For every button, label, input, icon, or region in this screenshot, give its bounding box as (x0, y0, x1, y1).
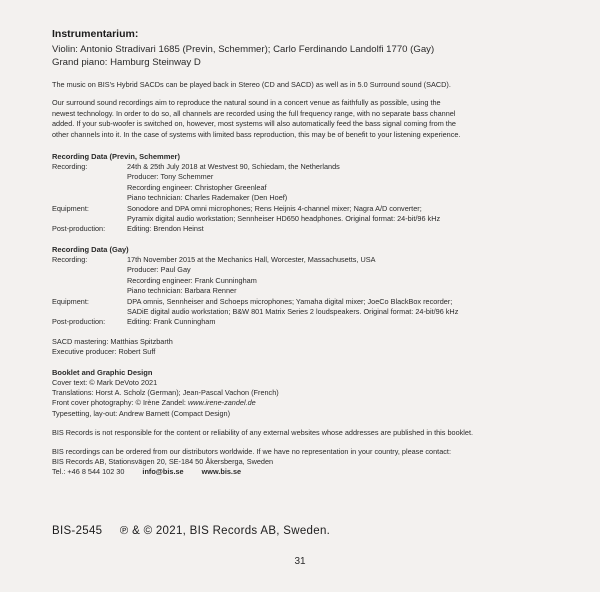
equipment-line: DPA omnis, Sennheiser and Schoeps microphones; Yamaha digital mixer; JoeCo BlackBox recorder; (127, 296, 453, 306)
mastering-block (52, 337, 572, 358)
equipment-line: SADiE digital audio workstation; B&W 801 Matrix Series 2 loudspeakers. Original format: 24-bit/96 kHz (127, 306, 459, 316)
recording-line: Piano technician: Barbara Renner (127, 286, 237, 296)
email-link[interactable]: info@bis.se (142, 467, 184, 477)
recording-line: Recording engineer: Frank Cunningham (127, 275, 257, 285)
intro-line: newest technology. In order to do so, all channels are recorded using the full frequency range, with no separate bass channel (52, 108, 456, 118)
recording-line: 24th & 25th July 2018 at Westvest 90, Schiedam, the Netherlands (127, 162, 340, 172)
phone-number: Tel.: +46 8 544 102 30 (52, 467, 125, 477)
equipment-label: Equipment: (52, 296, 89, 306)
recording1-title: Recording Data (Previn, Schemmer) (52, 152, 180, 162)
recording2-equipment-row (52, 297, 572, 318)
post-value: Editing: Frank Cunningham (127, 317, 216, 327)
photo-credit (52, 398, 572, 408)
equipment-line: Sonodore and DPA omni microphones; Rens Heijnis 4-channel mixer; Nagra A/D converter; (127, 203, 422, 213)
booklet-page (52, 28, 572, 478)
post-label: Post-production: (52, 224, 106, 234)
translations-credit: Translations: Horst A. Scholz (German); Jean-Pascal Vachon (French) (52, 387, 279, 397)
website-link[interactable]: www.bis.se (201, 467, 242, 477)
photo-credit-link[interactable]: www.irene-zandel.de (188, 398, 256, 408)
booklet-credits (52, 378, 572, 420)
recording1-recording-row (52, 162, 572, 204)
disclaimer: BIS Records is not responsible for the content or reliability of any external websites whose addresses are published in this booklet. (52, 428, 474, 438)
recording-line: Producer: Tony Schemmer (127, 172, 214, 182)
equipment-label: Equipment: (52, 203, 89, 213)
piano-info: Grand piano: Hamburg Steinway D (52, 57, 201, 68)
page-number: 31 (294, 556, 306, 567)
violin-info: Violin: Antonio Stradivari 1685 (Previn, Schemmer); Carlo Ferdinando Landolfi 1770 (Gay) (52, 44, 435, 55)
order-line-1: BIS recordings can be ordered from our distributors worldwide. If we have no representation in your country, please contact: (52, 446, 451, 456)
recording-line: Recording engineer: Christopher Greenleaf (127, 182, 267, 192)
recording-label: Recording: (52, 254, 88, 264)
intro-paragraph-1: The music on BIS's Hybrid SACDs can be played back in Stereo (CD and SACD) as well as in 5.0 Surround sound (SACD). (52, 80, 451, 89)
copyright-footer (52, 525, 330, 537)
recording-label: Recording: (52, 162, 88, 172)
recording-line: Piano technician: Charles Rademaker (Den Hoef) (127, 193, 288, 203)
equipment-line: Pyramix digital audio workstation; Sennheiser HD650 headphones. Original format: 24-bit/96 kHz (127, 214, 441, 224)
intro-paragraph-2 (52, 98, 572, 140)
recording-line: Producer: Paul Gay (127, 265, 191, 275)
post-value: Editing: Brendon Heinst (127, 224, 204, 234)
contact-row (52, 467, 572, 477)
photo-credit-text: Front cover photography: © Irène Zandel: (52, 398, 186, 408)
recording2-title: Recording Data (Gay) (52, 244, 129, 254)
intro-line: Our surround sound recordings aim to reproduce the natural sound in a concert venue as faithfully as possible, using the (52, 98, 441, 108)
cover-text-credit: Cover text: © Mark DeVoto 2021 (52, 377, 158, 387)
order-info (52, 447, 572, 468)
order-line-2: BIS Records AB, Stationsvägen 20, SE-184 50 Åkersberga, Sweden (52, 456, 274, 466)
recording2-post-row (52, 317, 572, 327)
catalog-number: BIS-2545 (52, 525, 103, 537)
recording2-recording-row (52, 255, 572, 297)
intro-line: other channels into it. In the case of systems with limited bass reproduction, this may be of benefit to your listening experience. (52, 129, 461, 139)
instrumentarium-title: Instrumentarium: (52, 28, 139, 40)
recording1-equipment-row (52, 204, 572, 225)
recording-line: 17th November 2015 at the Mechanics Hall, Worcester, Massachusetts, USA (127, 254, 376, 264)
executive-producer: Executive producer: Robert Suff (52, 347, 156, 357)
post-label: Post-production: (52, 317, 106, 327)
recording1-post-row (52, 224, 572, 234)
booklet-title: Booklet and Graphic Design (52, 367, 153, 377)
typesetting-credit: Typesetting, lay-out: Andrew Barnett (Compact Design) (52, 408, 231, 418)
intro-line: added. If your sub-woofer is switched on, however, most systems will also automatically feed the bass signal coming from the (52, 119, 456, 129)
copyright-notice: ℗ & © 2021, BIS Records AB, Sweden. (119, 525, 331, 537)
sacd-mastering: SACD mastering: Matthias Spitzbarth (52, 336, 173, 346)
